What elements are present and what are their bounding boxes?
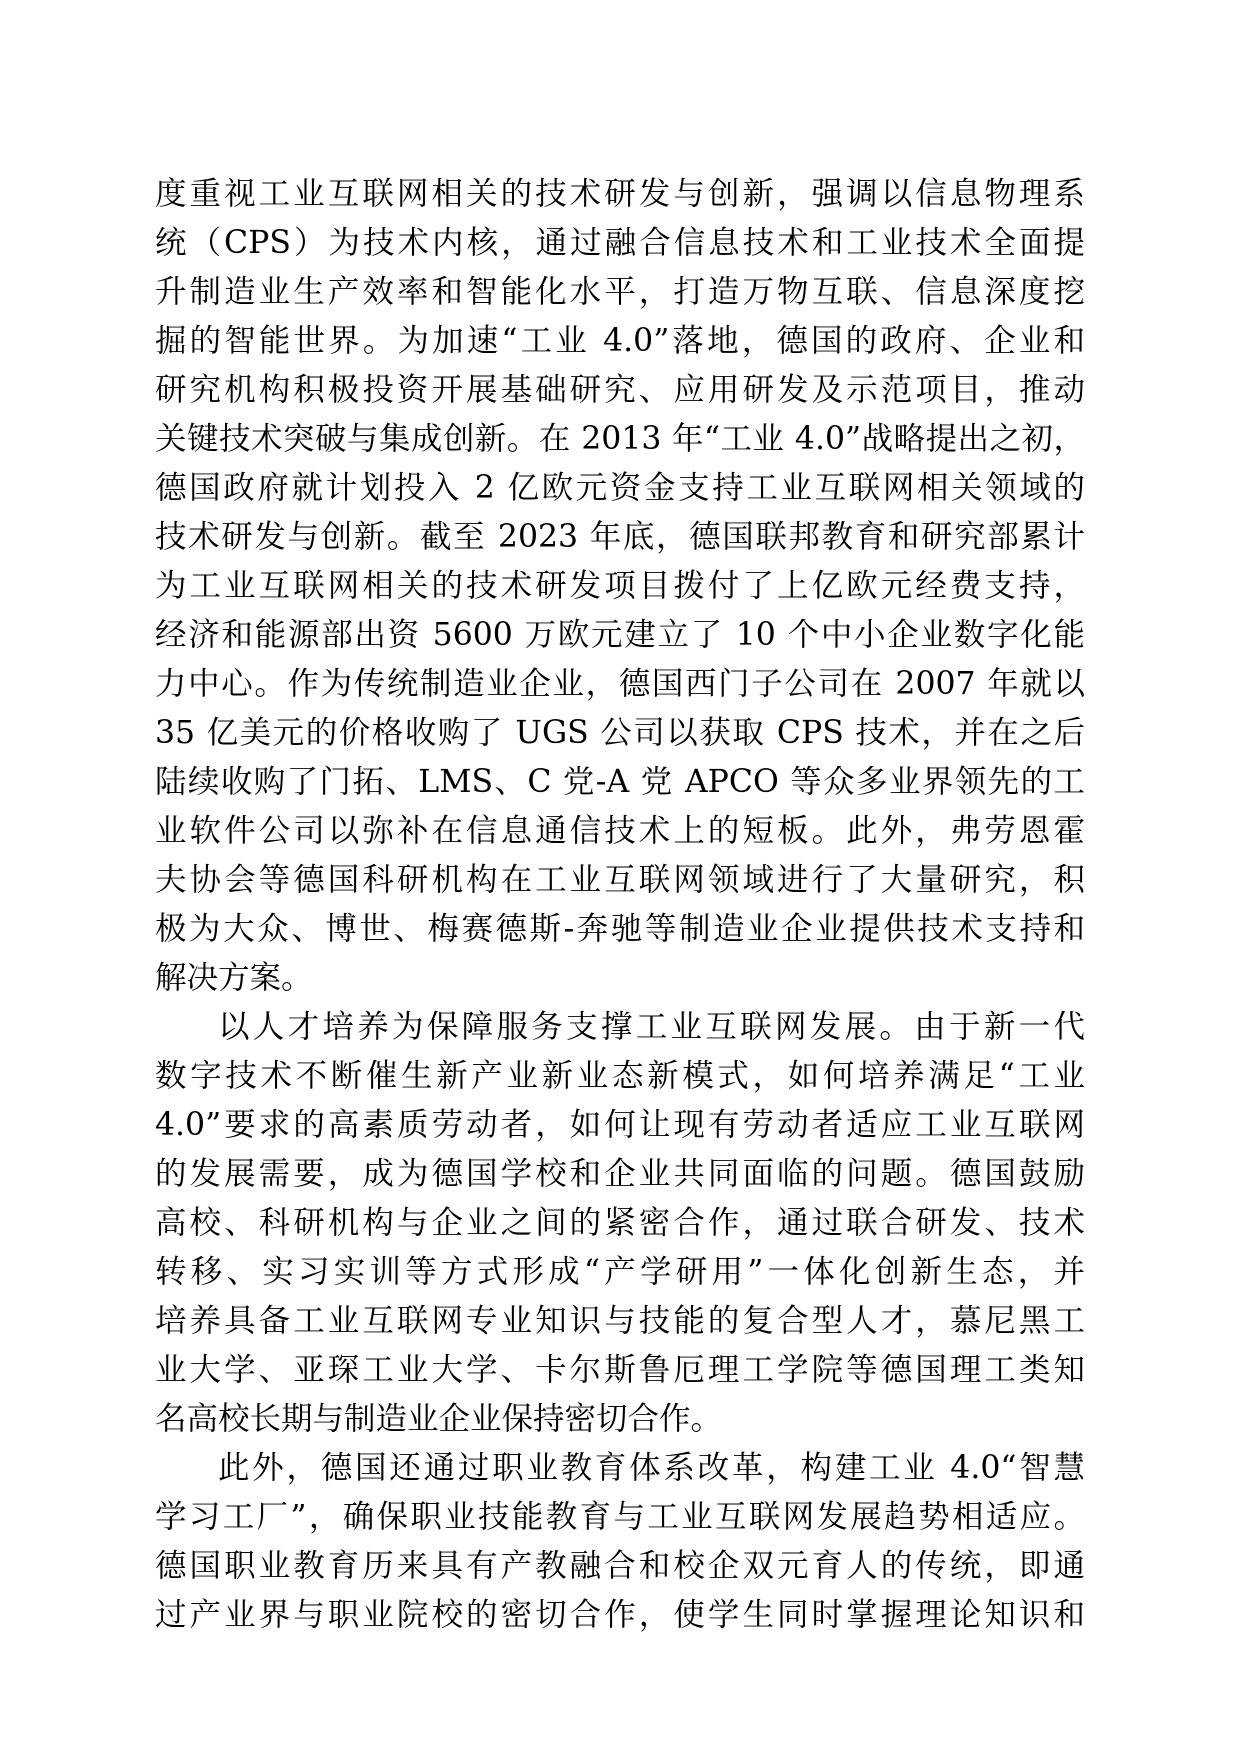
text-line: 名高校长期与制造业企业保持密切合作。 [155,1401,723,1437]
text-line: 力中心。作为传统制造业企业，德国西门子公司在 2007 年就以 [155,666,1085,702]
text-line: 35 亿美元的价格收购了 UGS 公司以获取 CPS 技术，并在之后 [155,715,1085,751]
text-line: 技术研发与创新。截至 2023 年底，德国联邦教育和研究部累计 [155,519,1085,555]
text-line: 的发展需要，成为德国学校和企业共同面临的问题。德国鼓励 [155,1156,1085,1192]
text-line: 极为大众、博世、梅赛德斯-奔驰等制造业企业提供技术支持和 [155,911,1085,947]
text-line: 度重视工业互联网相关的技术研发与创新，强调以信息物理系 [155,176,1085,212]
document-body [155,170,1085,1640]
text-line: 培养具备工业互联网专业知识与技能的复合型人才，慕尼黑工 [155,1303,1085,1339]
text-line: 业软件公司以弥补在信息通信技术上的短板。此外，弗劳恩霍 [155,813,1085,849]
text-line: 研究机构积极投资开展基础研究、应用研发及示范项目，推动 [155,372,1085,408]
text-line: 数字技术不断催生新产业新业态新模式，如何培养满足“工业 [155,1058,1085,1094]
paragraph-3 [155,1444,1085,1640]
text-line: 转移、实习实训等方式形成“产学研用”一体化创新生态，并 [155,1254,1085,1290]
text-line: 统（CPS）为技术内核，通过融合信息技术和工业技术全面提 [155,225,1085,261]
paragraph-1 [155,170,1085,1003]
text-line: 关键技术突破与集成创新。在 2013 年“工业 4.0”战略提出之初， [155,421,1085,457]
text-line: 过产业界与职业院校的密切合作，使学生同时掌握理论知识和 [155,1597,1085,1633]
text-line: 高校、科研机构与企业之间的紧密合作，通过联合研发、技术 [155,1205,1085,1241]
text-line: 升制造业生产效率和智能化水平，打造万物互联、信息深度挖 [155,274,1085,310]
text-line: 学习工厂”，确保职业技能教育与工业互联网发展趋势相适应。 [155,1499,1085,1535]
paragraph-2 [155,1003,1085,1444]
text-line: 陆续收购了门拓、LMS、C 党-A 党 APCO 等众多业界领先的工 [155,764,1085,800]
text-line: 解决方案。 [155,960,313,996]
text-line: 为工业互联网相关的技术研发项目拨付了上亿欧元经费支持， [155,568,1085,604]
text-line: 经济和能源部出资 5600 万欧元建立了 10 个中小企业数字化能 [155,617,1085,653]
text-line: 4.0”要求的高素质劳动者，如何让现有劳动者适应工业互联网 [155,1107,1085,1143]
text-line: 掘的智能世界。为加速“工业 4.0”落地，德国的政府、企业和 [155,323,1085,359]
text-line: 夫协会等德国科研机构在工业互联网领域进行了大量研究，积 [155,862,1085,898]
text-line: 德国政府就计划投入 2 亿欧元资金支持工业互联网相关领域的 [155,470,1085,506]
text-line: 此外，德国还通过职业教育体系改革，构建工业 4.0“智慧 [218,1450,1085,1486]
text-line: 以人才培养为保障服务支撑工业互联网发展。由于新一代 [218,1009,1085,1045]
text-line: 德国职业教育历来具有产教融合和校企双元育人的传统，即通 [155,1548,1085,1584]
text-line: 业大学、亚琛工业大学、卡尔斯鲁厄理工学院等德国理工类知 [155,1352,1085,1388]
